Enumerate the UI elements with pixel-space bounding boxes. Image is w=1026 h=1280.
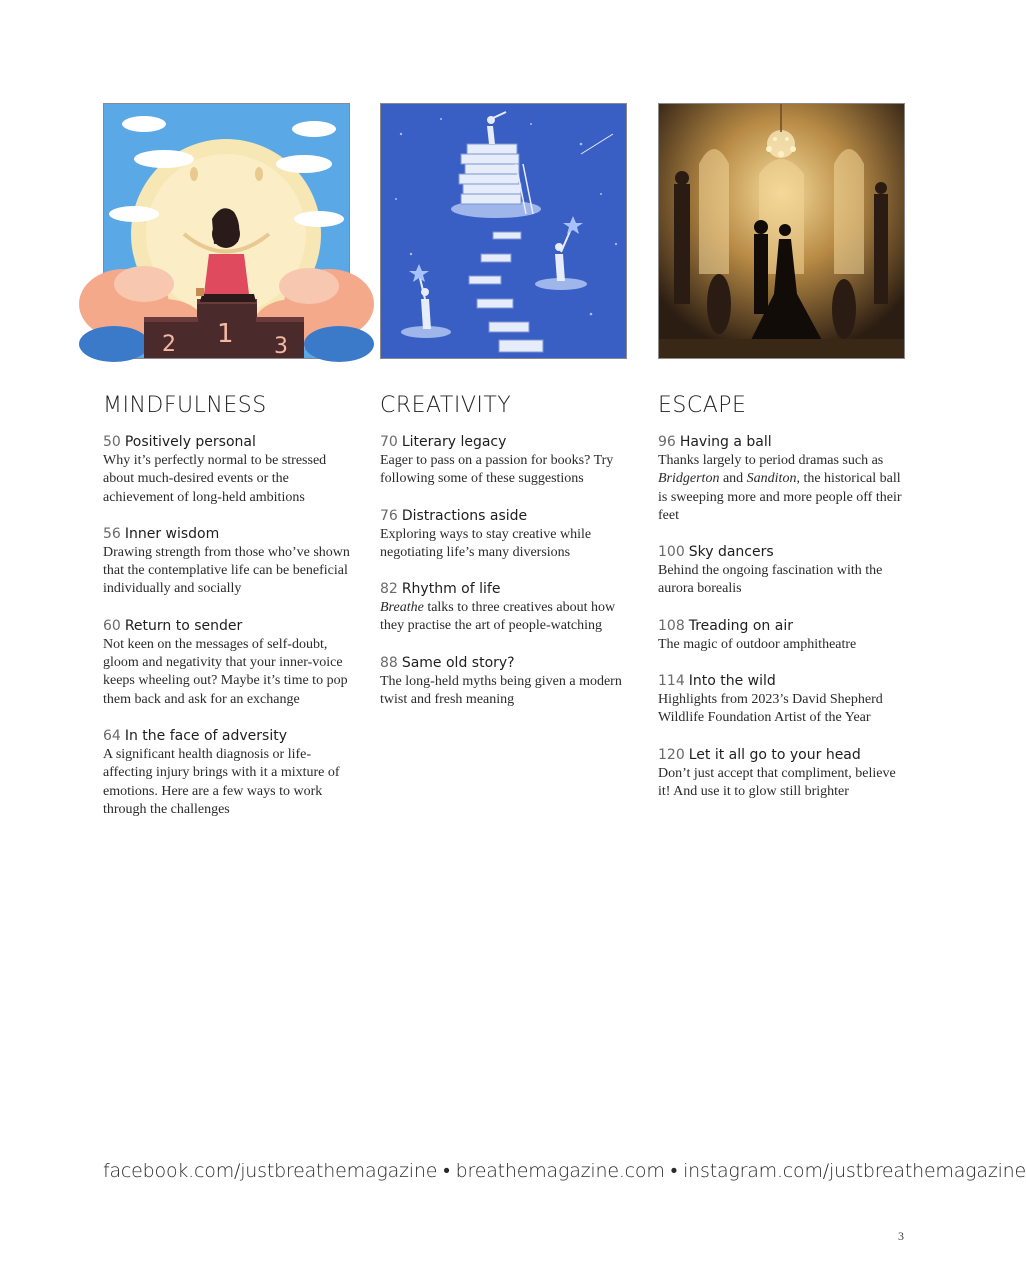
woman-on-podium-illustration bbox=[103, 103, 350, 359]
section-title: ESCAPE bbox=[658, 393, 747, 418]
show-title: Bridgerton bbox=[658, 471, 720, 487]
podium-number-2: 2 bbox=[162, 332, 176, 357]
entry-description: The magic of outdoor amphitheatre bbox=[658, 636, 857, 652]
toc-entry[interactable] bbox=[380, 433, 627, 489]
page-number: 96 bbox=[658, 434, 676, 450]
page-number: 108 bbox=[658, 617, 685, 634]
entry-heading: Inner wisdom bbox=[124, 525, 220, 542]
toc-entry[interactable] bbox=[380, 580, 627, 636]
instagram-link[interactable]: instagram.com/justbreathemagazine bbox=[683, 1160, 1026, 1182]
column-creativity bbox=[380, 103, 627, 727]
toc-entry[interactable] bbox=[380, 654, 627, 710]
toc-entry[interactable] bbox=[103, 525, 350, 599]
section-title: MINDFULNESS bbox=[103, 393, 267, 418]
book-staircase-illustration bbox=[380, 103, 627, 359]
social-links-footer bbox=[103, 1160, 1026, 1183]
page-number: 82 bbox=[380, 581, 398, 598]
entry-heading: Distractions aside bbox=[401, 507, 528, 524]
toc-entry[interactable] bbox=[658, 617, 905, 654]
entry-heading: Treading on air bbox=[688, 617, 793, 634]
entry-heading: Let it all go to your head bbox=[688, 746, 861, 763]
toc-entry[interactable] bbox=[658, 543, 905, 599]
entry-description: Not keen on the messages of self-doubt, gloom and negativity that your inner-voice keeps wheeling out? Maybe it’s time to pop them back and ask for an exchange bbox=[103, 636, 348, 707]
magazine-name: Breathe bbox=[380, 600, 424, 616]
page-number: 120 bbox=[658, 746, 685, 763]
toc-entry[interactable] bbox=[658, 672, 905, 728]
podium-number-1: 1 bbox=[217, 319, 234, 349]
page-number: 60 bbox=[103, 617, 121, 634]
entry-heading: Literary legacy bbox=[401, 434, 507, 450]
facebook-link[interactable]: facebook.com/justbreathemagazine bbox=[103, 1160, 438, 1182]
entry-description: Eager to pass on a passion for books? Try following some of these suggestions bbox=[380, 453, 614, 487]
entry-description: Highlights from 2023’s David Shepherd Wildlife Foundation Artist of the Year bbox=[658, 692, 883, 726]
page-number: 50 bbox=[103, 434, 121, 450]
entry-heading: In the face of adversity bbox=[124, 727, 287, 744]
entry-heading: Same old story? bbox=[401, 654, 515, 671]
entry-heading: Rhythm of life bbox=[401, 581, 501, 598]
page-number: 56 bbox=[103, 525, 121, 542]
toc-entry[interactable] bbox=[658, 433, 905, 525]
entry-description: Exploring ways to stay creative while negotiating life’s many diversions bbox=[380, 526, 592, 560]
entry-heading: Into the wild bbox=[688, 673, 776, 690]
column-escape bbox=[658, 103, 905, 819]
bullet-separator: • bbox=[670, 1160, 678, 1182]
toc-entry[interactable] bbox=[103, 433, 350, 507]
toc-entry[interactable] bbox=[103, 727, 350, 819]
page-number: 114 bbox=[658, 673, 685, 690]
podium-number-3: 3 bbox=[274, 334, 288, 359]
entry-heading: Positively personal bbox=[124, 434, 256, 450]
entry-description: Drawing strength from those who’ve shown that the contemplative life can be beneficial individually and socially bbox=[103, 544, 350, 597]
entry-heading: Having a ball bbox=[679, 434, 772, 450]
entry-description: Breathe talks to three creatives about how they practise the art of people-watching bbox=[380, 600, 616, 634]
entry-description: Behind the ongoing fascination with the aurora borealis bbox=[658, 563, 883, 597]
toc-entry[interactable] bbox=[103, 617, 350, 709]
page-number: 70 bbox=[380, 434, 398, 450]
page-number: 64 bbox=[103, 727, 121, 744]
toc-entry[interactable] bbox=[380, 507, 627, 563]
page-number: 76 bbox=[380, 507, 398, 524]
entry-description: Don’t just accept that compliment, believe it! And use it to glow still brighter bbox=[658, 765, 896, 799]
toc-entry[interactable] bbox=[658, 746, 905, 802]
section-title: CREATIVITY bbox=[380, 393, 512, 418]
entry-description: A significant health diagnosis or life-affecting injury brings with it a mixture of emotions. Here are a few ways to work through the challenges bbox=[103, 746, 340, 817]
entry-description: Thanks largely to period dramas such as Bridgerton and Sanditon, the historical ball is sweeping more and more people off their feet bbox=[658, 453, 902, 523]
entry-heading: Return to sender bbox=[124, 617, 243, 634]
page-number-label: 3 bbox=[898, 1229, 904, 1243]
page-number: 100 bbox=[658, 544, 685, 561]
website-link[interactable]: breathemagazine.com bbox=[455, 1160, 665, 1182]
entry-description: Why it’s perfectly normal to be stressed about much-desired events or the achievement of long-held ambitions bbox=[103, 453, 327, 505]
ballroom-couple-illustration bbox=[658, 103, 905, 359]
entry-description: The long-held myths being given a modern twist and fresh meaning bbox=[380, 673, 622, 708]
entry-heading: Sky dancers bbox=[688, 544, 774, 561]
bullet-separator: • bbox=[443, 1160, 450, 1182]
page-number: 88 bbox=[380, 654, 398, 671]
show-title: Sanditon bbox=[746, 471, 797, 487]
column-mindfulness bbox=[103, 103, 350, 837]
